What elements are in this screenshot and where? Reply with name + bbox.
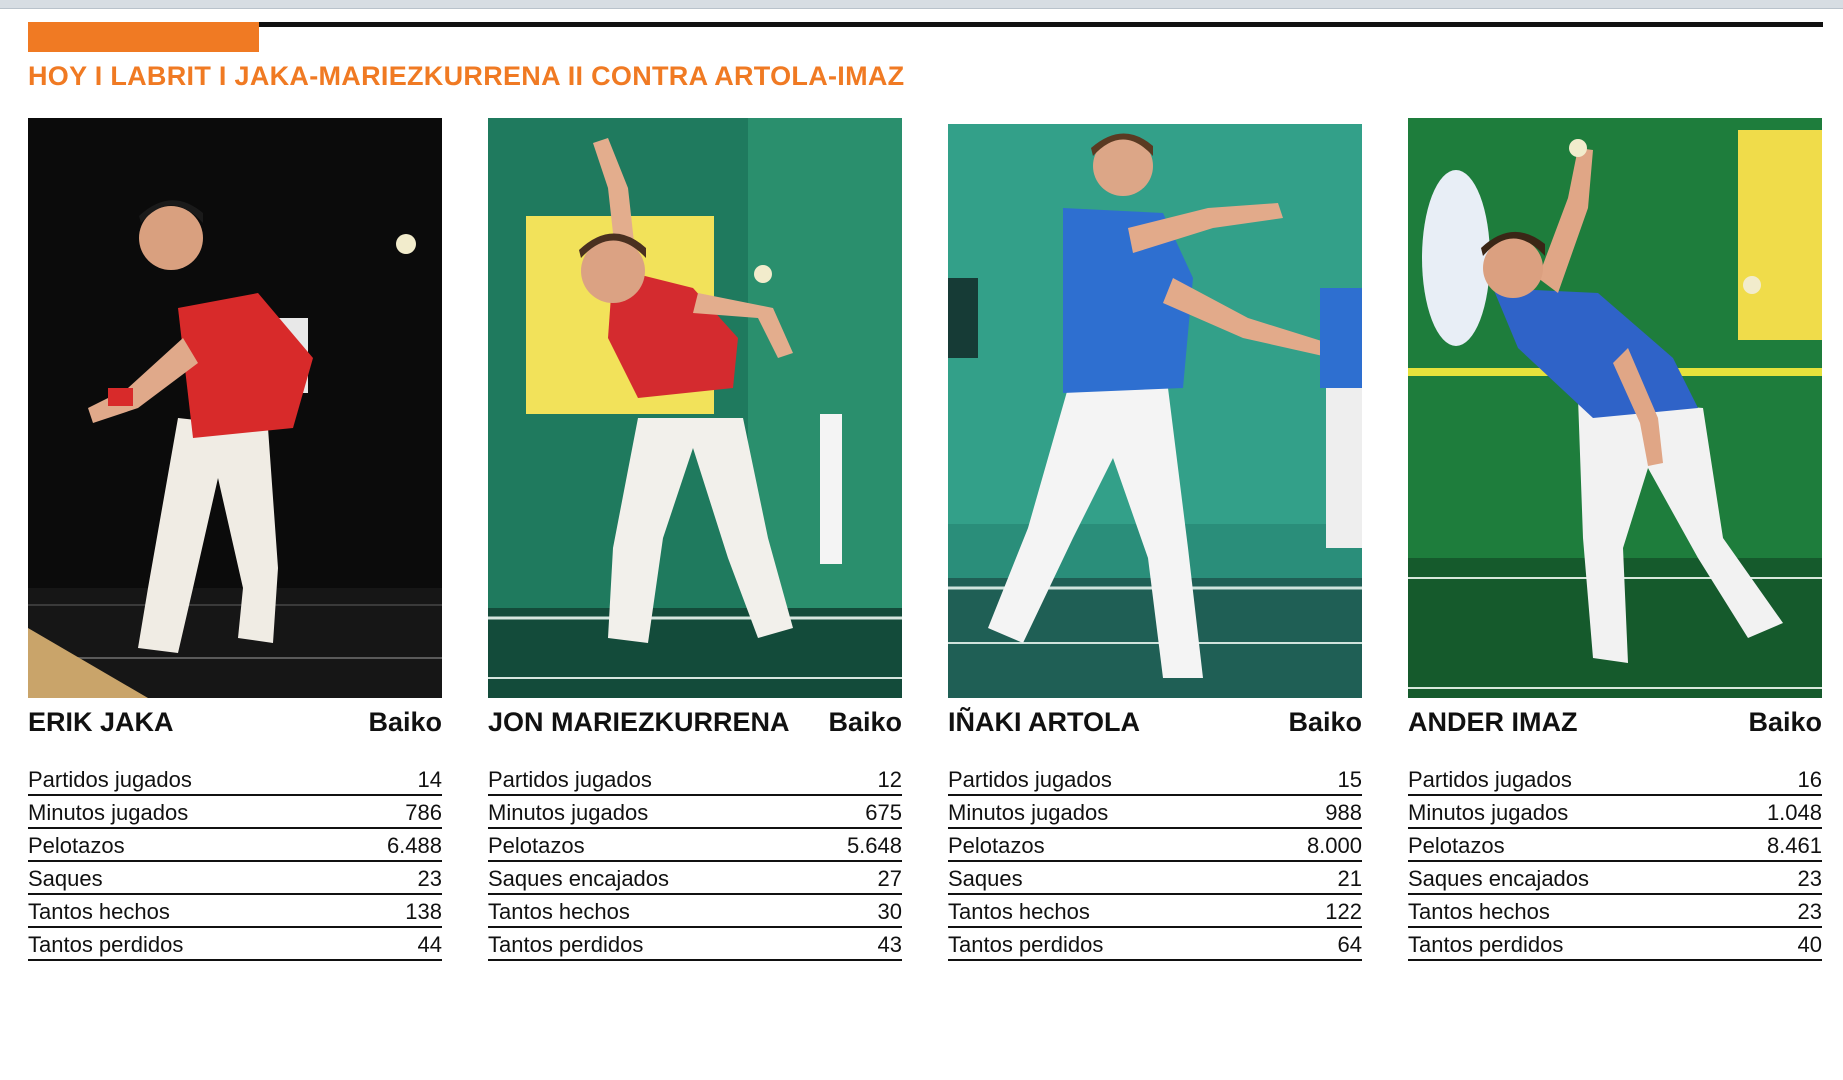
stat-label: Tantos hechos <box>28 899 170 924</box>
player-photo-image <box>1408 118 1822 698</box>
stat-value: 988 <box>1325 800 1362 825</box>
player-name: JON MARIEZKURRENA <box>488 707 790 737</box>
player-photo-image <box>28 118 442 698</box>
stat-label: Partidos jugados <box>28 767 192 792</box>
stat-row <box>28 863 442 895</box>
stat-row <box>488 863 902 895</box>
stat-label: Pelotazos <box>1408 833 1505 858</box>
stat-row <box>28 764 442 796</box>
player-photo <box>1408 118 1822 698</box>
stat-row <box>488 896 902 928</box>
stats-table <box>28 764 442 961</box>
stat-label: Tantos perdidos <box>1408 932 1564 957</box>
stat-value: 40 <box>1797 932 1822 957</box>
stat-value: 5.648 <box>846 833 902 858</box>
stat-value: 16 <box>1797 767 1822 792</box>
stat-label: Saques <box>948 866 1023 891</box>
stat-row <box>28 797 442 829</box>
stat-label: Partidos jugados <box>948 767 1112 792</box>
player-photo-image <box>948 118 1362 698</box>
player-team: Baiko <box>368 707 442 737</box>
player-name: IÑAKI ARTOLA <box>948 707 1140 737</box>
stat-value: 14 <box>417 767 442 792</box>
stat-label: Minutos jugados <box>488 800 649 825</box>
stat-value: 27 <box>877 866 902 891</box>
player-name-row <box>28 704 442 740</box>
stat-label: Tantos hechos <box>948 899 1090 924</box>
player-name-row <box>948 704 1362 740</box>
stat-value: 23 <box>417 866 442 891</box>
window-top-strip <box>0 0 1843 9</box>
stat-row <box>948 830 1362 862</box>
stat-label: Tantos hechos <box>1408 899 1550 924</box>
stat-row <box>1408 896 1822 928</box>
stat-label: Tantos perdidos <box>488 932 644 957</box>
stat-label: Partidos jugados <box>488 767 652 792</box>
stat-value: 21 <box>1337 866 1362 891</box>
stat-label: Minutos jugados <box>28 800 189 825</box>
stat-label: Pelotazos <box>28 833 125 858</box>
stats-table <box>948 764 1362 961</box>
stat-label: Tantos hechos <box>488 899 630 924</box>
stat-label: Saques encajados <box>1408 866 1590 891</box>
stats-table <box>1408 764 1822 961</box>
stat-row <box>948 797 1362 829</box>
stat-row <box>1408 830 1822 862</box>
stat-row <box>488 830 902 862</box>
player-card-mariezkurrena <box>488 118 902 961</box>
stat-label: Tantos perdidos <box>28 932 184 957</box>
stat-label: Pelotazos <box>948 833 1045 858</box>
header-rule <box>28 22 1823 27</box>
stat-row <box>948 863 1362 895</box>
headline: HOY I LABRIT I JAKA-MARIEZKURRENA II CONTRA ARTOLA-IMAZ <box>28 61 905 91</box>
player-card-artola <box>948 118 1362 961</box>
stat-row <box>948 896 1362 928</box>
stat-value: 23 <box>1797 899 1822 924</box>
stat-row <box>1408 797 1822 829</box>
stat-row <box>488 929 902 961</box>
player-card-jaka <box>28 118 442 961</box>
stat-row <box>28 830 442 862</box>
stat-label: Pelotazos <box>488 833 585 858</box>
player-photo <box>28 118 442 698</box>
stat-row <box>488 764 902 796</box>
player-team: Baiko <box>1748 707 1822 737</box>
stat-label: Saques <box>28 866 103 891</box>
stats-table <box>488 764 902 961</box>
stat-value: 8.000 <box>1306 833 1362 858</box>
stat-row <box>1408 863 1822 895</box>
player-card-imaz <box>1408 118 1822 961</box>
stat-row <box>1408 929 1822 961</box>
stat-value: 23 <box>1797 866 1822 891</box>
stat-label: Partidos jugados <box>1408 767 1572 792</box>
stat-value: 64 <box>1337 932 1362 957</box>
player-name: ANDER IMAZ <box>1408 707 1578 737</box>
player-team: Baiko <box>1288 707 1362 737</box>
stat-value: 44 <box>417 932 442 957</box>
stat-value: 675 <box>865 800 902 825</box>
player-name: ERIK JAKA <box>28 707 174 737</box>
stat-value: 138 <box>405 899 442 924</box>
stat-label: Minutos jugados <box>1408 800 1569 825</box>
stat-value: 786 <box>405 800 442 825</box>
stat-label: Tantos perdidos <box>948 932 1104 957</box>
player-photo <box>488 118 902 698</box>
stat-row <box>488 797 902 829</box>
stat-row <box>948 764 1362 796</box>
player-team: Baiko <box>828 707 902 737</box>
player-name-row <box>1408 704 1822 740</box>
stat-row <box>1408 764 1822 796</box>
player-name-row <box>488 704 902 740</box>
header-accent-tab <box>28 22 259 52</box>
stat-value: 6.488 <box>386 833 442 858</box>
stat-value: 8.461 <box>1766 833 1822 858</box>
stat-row <box>28 929 442 961</box>
stat-value: 15 <box>1337 767 1362 792</box>
stat-label: Saques encajados <box>488 866 670 891</box>
stat-label: Minutos jugados <box>948 800 1109 825</box>
stat-value: 1.048 <box>1766 800 1822 825</box>
player-photo <box>948 118 1362 698</box>
stat-value: 30 <box>877 899 902 924</box>
stat-value: 12 <box>877 767 902 792</box>
stat-row <box>28 896 442 928</box>
stat-value: 43 <box>877 932 902 957</box>
stat-value: 122 <box>1325 899 1362 924</box>
stat-row <box>948 929 1362 961</box>
player-photo-image <box>488 118 902 698</box>
